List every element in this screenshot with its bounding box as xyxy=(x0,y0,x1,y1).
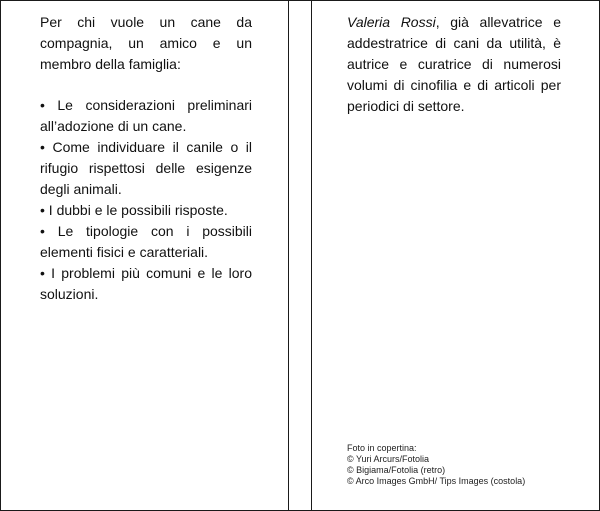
bullet-list xyxy=(40,95,252,305)
author-name: Valeria Rossi xyxy=(347,14,436,30)
left-panel xyxy=(40,12,252,305)
bullet-item: • Come individuare il canile o il rifugio rispettosi delle esigenze degli animali. xyxy=(40,137,252,200)
bullet-item: • Le tipologie con i possibili elementi fisici e caratteriali. xyxy=(40,221,252,263)
credit-heading: Foto in copertina: xyxy=(347,443,417,453)
intro-text: Per chi vuole un cane da compagnia, un amico e un membro della famiglia: xyxy=(40,14,252,72)
fold-line-right xyxy=(311,0,312,511)
bullet-item: • Le considerazioni preliminari all’adozione di un cane. xyxy=(40,95,252,137)
author-bio-text: , già allevatrice e addestratrice di cani da utilità, è autrice e curatrice di numerosi volumi di cinofilia e di articoli per periodici di settore. xyxy=(347,14,561,114)
bullet-item: • I dubbi e le possibili risposte. xyxy=(40,200,252,221)
fold-line-left xyxy=(288,0,289,511)
author-bio xyxy=(347,12,561,117)
credit-line: © Bigiama/Fotolia (retro) xyxy=(347,465,446,475)
credit-line: © Arco Images GmbH/ Tips Images (costola) xyxy=(347,476,526,486)
photo-credits xyxy=(347,443,577,487)
credit-line: © Yuri Arcurs/Fotolia xyxy=(347,454,429,464)
bullet-item: • I problemi più comuni e le loro soluzioni. xyxy=(40,263,252,305)
